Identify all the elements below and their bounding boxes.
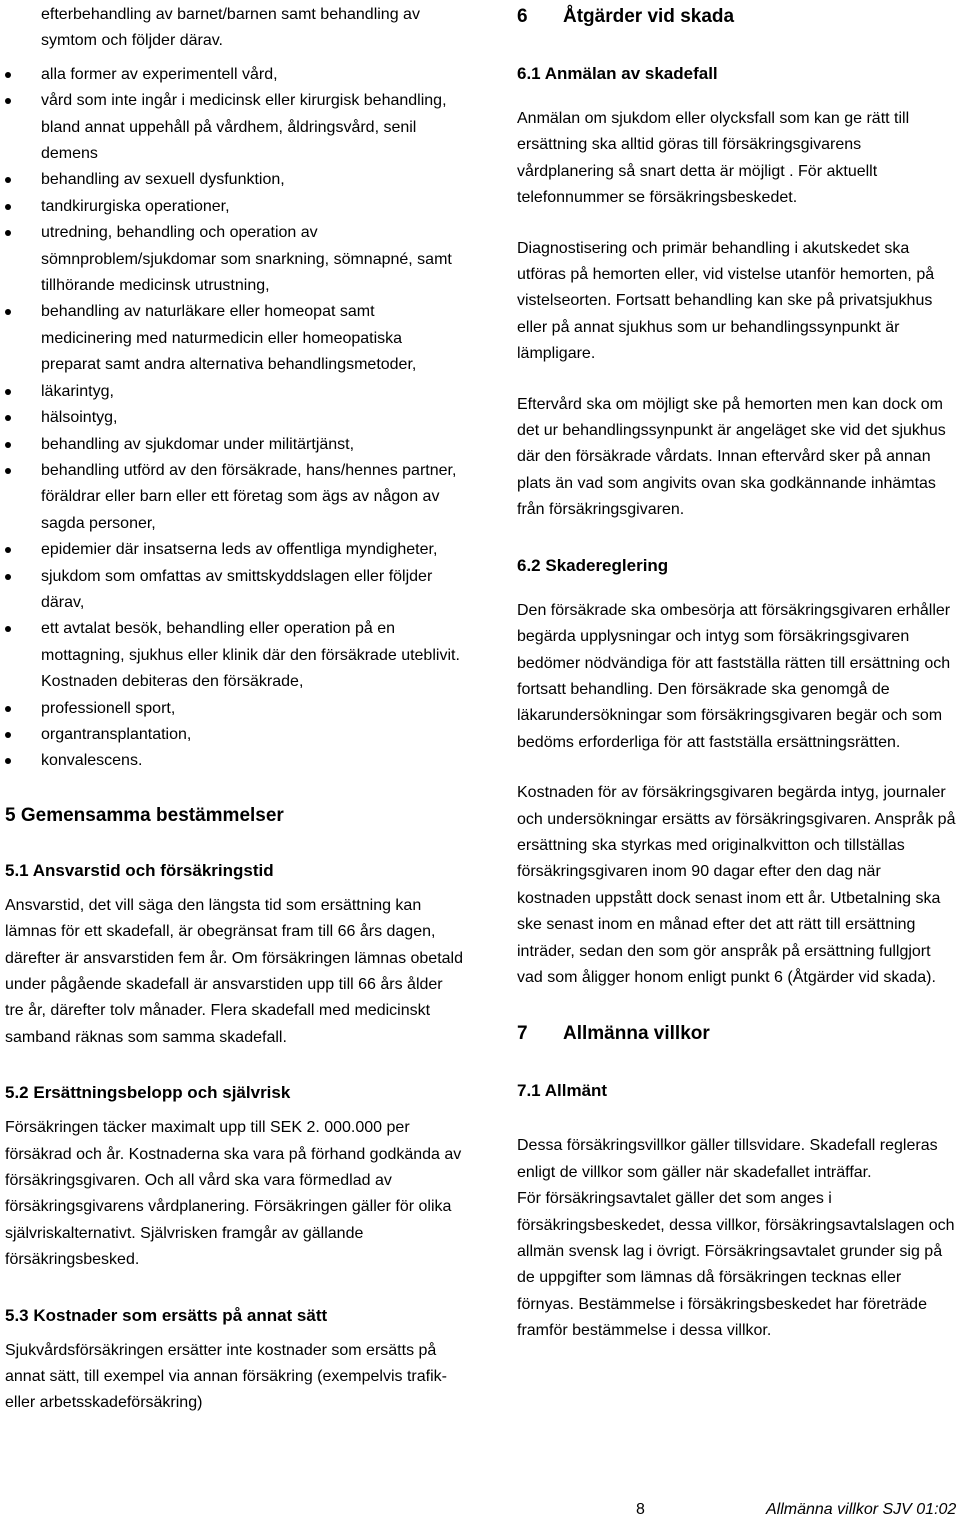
section-6-1-paragraph: Eftervård ska om möjligt ske på hemorten men kan dock om det ur behandlingssynpunkt är angeläget ske vid det sjukhus där den försäkrade vårdats. Innan eftervård sker på annan plats än vad som angivits ovan ska godkännande inhämtas från försäkringsgivaren.: [517, 395, 946, 519]
section-5-2-heading: 5.2 Ersättningsbelopp och självrisk: [5, 1083, 291, 1103]
section-6-1-paragraph: Diagnostisering och primär behandling i akutskedet ska utföras på hemorten eller, vid vistelse utanför hemorten, på vistelseorten. Fortsatt behandling kan ske på privatsjukhus eller på annat sjukhus som ur behandlingssynpunkt är lämpligare.: [517, 239, 935, 363]
section-7-1-heading: 7.1 Allmänt: [517, 1081, 608, 1101]
section-6-2-paragraph: Den försäkrade ska ombesörja att försäkringsgivaren erhåller begärda upplysningar och intyg som försäkringsgivaren bedömer nödvändiga för att fastställa rätten till ersättning och fortsatt behandling. Den försäkrade ska genomgå de läkarundersökningar som försäkringsgivaren begär och som bedöms erforderliga för att fastställa ersättningsrätten.: [517, 601, 951, 751]
list-item: utredning, behandling och operation av sömnproblem/sjukdomar som snarkning, sömnapné, samt tillhörande medicinsk utrustning,: [5, 220, 465, 299]
list-item: alla former av experimentell vård,: [5, 62, 465, 88]
section-6-2-heading: 6.2 Skadereglering: [517, 555, 669, 575]
left-column: [5, 0, 465, 1417]
list-item: behandling av sexuell dysfunktion,: [5, 167, 465, 193]
list-item: sjukdom som omfattas av smittskyddslagen eller följder därav,: [5, 564, 465, 617]
section-6-2-paragraph: Kostnaden för av försäkringsgivaren begärda intyg, journaler och undersökningar ersätts av försäkringsgivaren. Anspråk på ersättning ska styrkas med originalkvitton och tillställas försäkringsgivaren inom 90 dagar efter den dag när kostnaden uppstått dock senast inom ett år. Utbetalning ska ske senast inom en månad efter det att rätt till ersättning inträder, sedan den som gör anspråk på ersättning fullgjort vad som åligger honom enligt punkt 6 (Åtgärder vid skada).: [517, 784, 956, 986]
list-item: behandling utförd av den försäkrade, hans/hennes partner, föräldrar eller barn eller ett företag som ägs av någon av sagda personer,: [5, 458, 465, 537]
section-6-number: 6: [517, 6, 528, 27]
section-7-1-paragraph: För försäkringsavtalet gäller det som anges i försäkringsbeskedet, dessa villkor, försäkringsavtalslagen och allmän svensk lag i övrigt. Försäkringsavtalet grunder sig på de uppgifter som lämnas då försäkringen tecknas eller förnyas. Bestämmelse i försäkringsbeskedet har företräde framför bestämmelse i dessa villkor.: [517, 1190, 955, 1340]
exclusions-list: [5, 62, 465, 775]
list-continuation: efterbehandling av barnet/barnen samt behandling av symtom och följder därav.: [41, 6, 420, 50]
list-item: läkarintyg,: [5, 379, 465, 405]
list-item: behandling av sjukdomar under militärtjänst,: [5, 432, 465, 458]
right-column: [517, 0, 957, 1345]
list-item: tandkirurgiska operationer,: [5, 194, 465, 220]
section-6-1-heading: 6.1 Anmälan av skadefall: [517, 64, 718, 83]
section-7-heading: [517, 1021, 957, 1047]
section-6-title: Åtgärder vid skada: [563, 6, 735, 27]
section-7-number: 7: [517, 1023, 528, 1045]
section-5-2-text: Försäkringen täcker maximalt upp till SEK 2. 000.000 per försäkrad och år. Kostnaderna ska vara på förhand godkända av försäkringsgivaren. Och all vård ska vara förmedlad av försäkringsgivarens vårdplanering. Försäkringen gäller för olika självriskalternativt. Självrisken framgår av gällande försäkringsbesked.: [5, 1119, 462, 1269]
list-item: hälsointyg,: [5, 405, 465, 431]
list-item: organtransplantation,: [5, 722, 465, 748]
section-6-heading: [517, 4, 957, 30]
list-item: konvalescens.: [5, 748, 465, 774]
list-item: ett avtalat besök, behandling eller operation på en mottagning, sjukhus eller klinik där den försäkrade uteblivit. Kostnaden debiteras den försäkrade,: [5, 616, 465, 695]
page-footer: [636, 1500, 956, 1520]
section-6-1-paragraph: Anmälan om sjukdom eller olycksfall som kan ge rätt till ersättning ska alltid göras till försäkringsgivarens vårdplanering så snart detta är möjligt . För aktuellt telefonnummer se försäkringsbeskedet.: [517, 110, 910, 207]
document-name: Allmänna villkor SJV 01:02: [766, 1501, 957, 1518]
list-item: epidemier där insatserna leds av offentliga myndigheter,: [5, 537, 465, 563]
section-5-heading: 5 Gemensamma bestämmelser: [5, 804, 284, 826]
section-5-3-text: Sjukvårdsförsäkringen ersätter inte kostnader som ersätts på annat sätt, till exempel via annan försäkring (exempelvis trafik- eller arbetsskadeförsäkring): [5, 1341, 447, 1412]
section-5-1-text: Ansvarstid, det vill säga den längsta tid som ersättning kan lämnas för ett skadefall, är obegränsat fram till 66 års dagen, därefter är ansvarstiden fem år. Om försäkringen lämnas obetald under pågående skadefall är ansvarstiden upp till 66 års ålder tre år, därefter tolv månader. Flera skadefall med medicinskt samband räknas som samma skadefall.: [5, 896, 463, 1046]
section-7-title: Allmänna villkor: [563, 1023, 710, 1045]
list-item: vård som inte ingår i medicinsk eller kirurgisk behandling, bland annat uppehåll på vårdhem, åldringsvård, senil demens: [5, 88, 465, 167]
section-5-3-heading: 5.3 Kostnader som ersätts på annat sätt: [5, 1305, 328, 1325]
list-item: professionell sport,: [5, 696, 465, 722]
section-7-1-paragraph: Dessa försäkringsvillkor gäller tillsvidare. Skadefall regleras enligt de villkor som gäller när skadefallet inträffar.: [517, 1137, 938, 1181]
section-5-1-heading: 5.1 Ansvarstid och försäkringstid: [5, 860, 274, 880]
list-item: behandling av naturläkare eller homeopat samt medicinering med naturmedicin eller homeopatiska preparat samt andra alternativa behandlingsmetoder,: [5, 299, 465, 378]
page-number: 8: [636, 1501, 645, 1518]
